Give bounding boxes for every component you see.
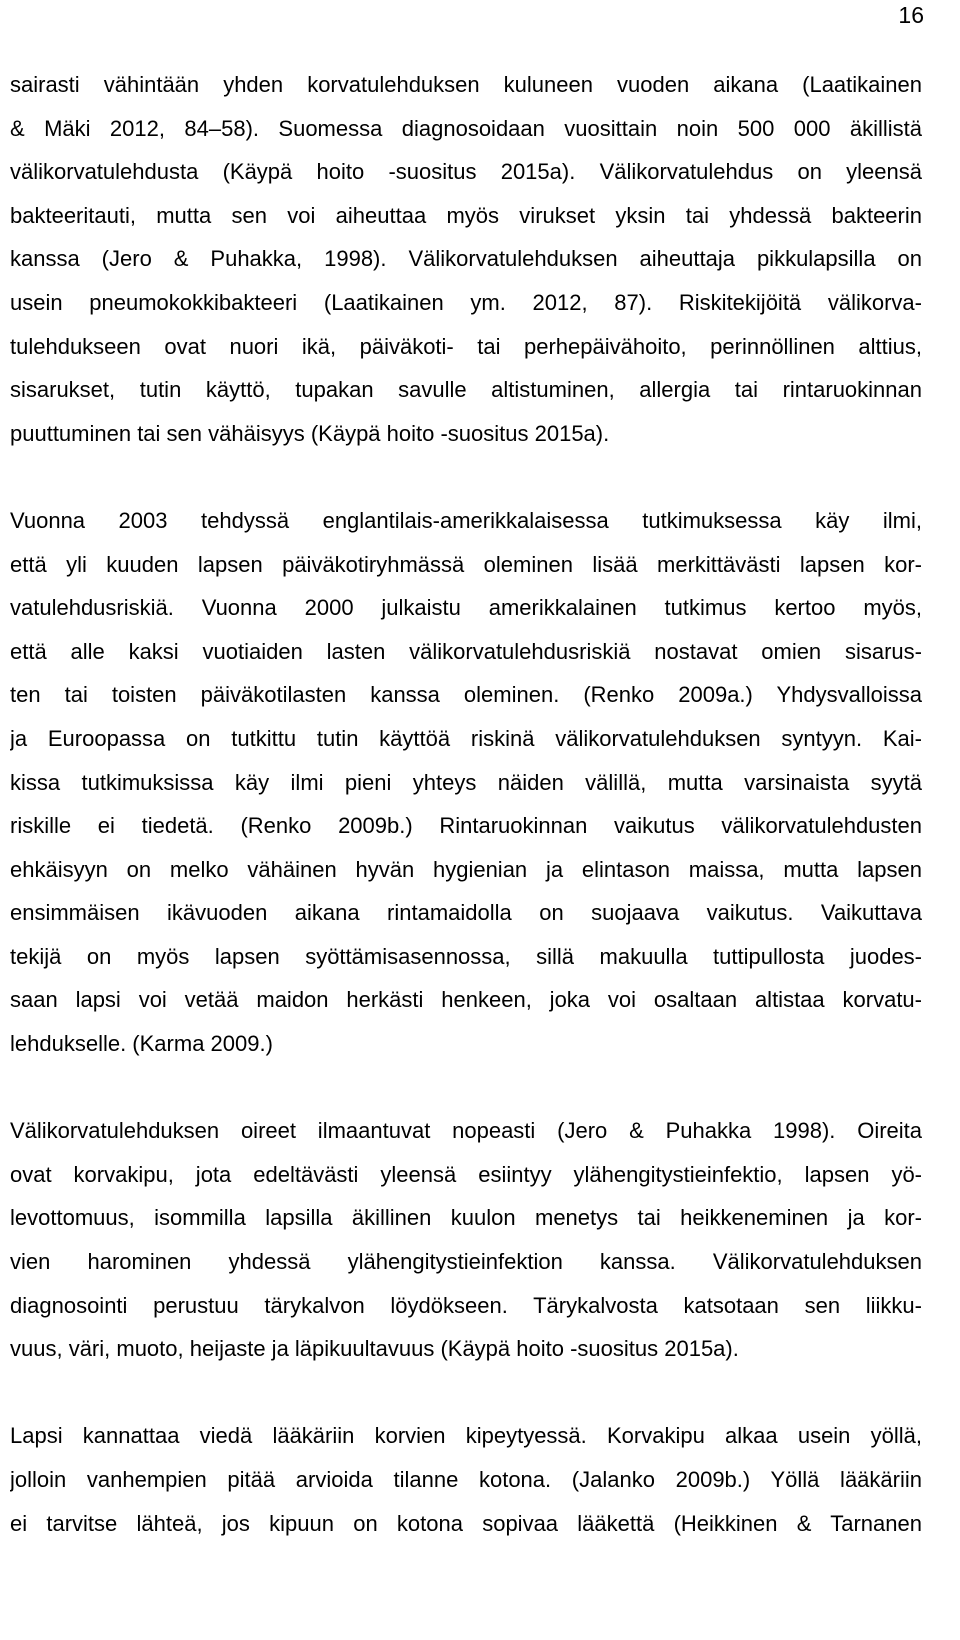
text-line: vien harominen yhdessä ylähengitystieinfektion kanssa. Välikorvatulehduksen (10, 1249, 922, 1275)
text-line: ovat korvakipu, jota edeltävästi yleensä esiintyy ylähengitystieinfektio, lapsen yö- (10, 1161, 922, 1187)
paragraph-3 (10, 1109, 922, 1371)
text-line: bakteeritauti, mutta sen voi aiheuttaa myös virukset yksin tai yhdessä bakteerin (10, 202, 922, 228)
page-number: 16 (898, 2, 924, 28)
text-line: kissa tutkimuksissa käy ilmi pieni yhteys näiden välillä, mutta varsinaista syytä (10, 769, 922, 795)
text-line: Lapsi kannattaa viedä lääkäriin korvien kipeytyessä. Korvakipu alkaa usein yöllä, (10, 1423, 922, 1449)
text-line: usein pneumokokkibakteeri (Laatikainen ym. 2012, 87). Riskitekijöitä välikorva- (10, 289, 922, 315)
text-line: Vuonna 2003 tehdyssä englantilais-amerikkalaisessa tutkimuksessa käy ilmi, (10, 507, 922, 533)
text-line: että alle kaksi vuotiaiden lasten välikorvatulehdusriskiä nostavat omien sisarus- (10, 638, 922, 664)
text-line: Välikorvatulehduksen oireet ilmaantuvat nopeasti (Jero & Puhakka 1998). Oireita (10, 1118, 922, 1144)
text-line: jolloin vanhempien pitää arvioida tilanne kotona. (Jalanko 2009b.) Yöllä lääkäriin (10, 1467, 922, 1492)
text-line: saan lapsi voi vetää maidon herkästi henkeen, joka voi osaltaan altistaa korvatu- (10, 987, 922, 1013)
body-text (10, 63, 922, 1589)
text-line: ja Euroopassa on tutkittu tutin käyttöä riskinä välikorvatulehduksen syntyyn. Kai- (10, 725, 922, 751)
text-line: ehkäisyyn on melko vähäinen hyvän hygienian ja elintason maissa, mutta lapsen (10, 856, 922, 882)
text-line: välikorvatulehdusta (Käypä hoito -suositus 2015a). Välikorvatulehdus on yleensä (10, 159, 922, 185)
paragraph-4 (10, 1414, 922, 1545)
text-line: & Mäki 2012, 84–58). Suomessa diagnosoidaan vuosittain noin 500 000 äkillistä (10, 115, 922, 141)
text-line: lehdukselle. (Karma 2009.) (10, 1031, 273, 1057)
text-line: ei tarvitse lähteä, jos kipuun on kotona sopivaa lääkettä (Heikkinen & Tarnanen (10, 1510, 922, 1536)
text-line: levottomuus, isommilla lapsilla äkillinen kuulon menetys tai heikkeneminen ja kor- (10, 1205, 922, 1231)
text-line: vatulehdusriskiä. Vuonna 2000 julkaistu amerikkalainen tutkimus kertoo myös, (10, 595, 922, 621)
text-line: ten tai toisten päiväkotilasten kanssa oleminen. (Renko 2009a.) Yhdysvalloissa (10, 682, 922, 708)
text-line: kanssa (Jero & Puhakka, 1998). Välikorvatulehduksen aiheuttaja pikkulapsilla on (10, 246, 922, 272)
paragraph-2 (10, 499, 922, 1066)
text-line: sisarukset, tutin käyttö, tupakan savulle altistuminen, allergia tai rintaruokinnan (10, 377, 922, 403)
paragraph-1 (10, 63, 922, 455)
text-line: ensimmäisen ikävuoden aikana rintamaidolla on suojaava vaikutus. Vaikuttava (10, 900, 922, 926)
text-line: diagnosointi perustuu tärykalvon löydökseen. Tärykalvosta katsotaan sen liikku- (10, 1292, 922, 1318)
text-line: tekijä on myös lapsen syöttämisasennossa, sillä makuulla tuttipullosta juodes- (10, 943, 922, 969)
text-line: riskille ei tiedetä. (Renko 2009b.) Rintaruokinnan vaikutus välikorvatulehdusten (10, 813, 922, 839)
text-line: puuttuminen tai sen vähäisyys (Käypä hoito -suositus 2015a). (10, 420, 610, 446)
text-line: että yli kuuden lapsen päiväkotiryhmässä oleminen lisää merkittävästi lapsen kor- (10, 551, 922, 577)
text-line: sairasti vähintään yhden korvatulehduksen kuluneen vuoden aikana (Laatikainen (10, 72, 922, 97)
text-line: vuus, väri, muoto, heijaste ja läpikuultavuus (Käypä hoito -suositus 2015a). (10, 1336, 739, 1362)
text-line: tulehdukseen ovat nuori ikä, päiväkoti- tai perhepäivähoito, perinnöllinen alttius, (10, 333, 922, 359)
